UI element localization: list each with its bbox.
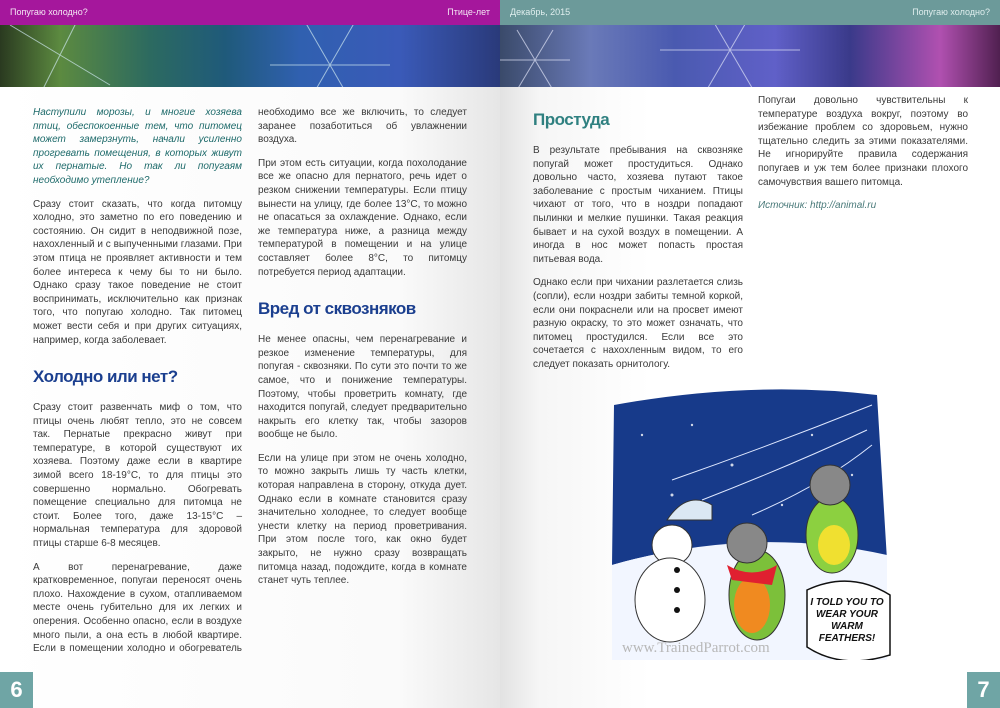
- section-heading: Вред от сквозняков: [258, 299, 416, 319]
- paragraph: Не менее опасны, чем перенагревание и резкое изменение температуры, для попугая - сквозняки. По сути это почти то же самое, что и понижение температуры. Поэтому, чтобы проветрить комнату, где находится попугай, следует предварительно накрыть его клетку так, чтобы зазоров вообще не было.: [258, 334, 467, 441]
- cartoon-illustration: [612, 385, 892, 660]
- page-number: 6: [0, 672, 33, 708]
- paragraph: При этом есть ситуации, когда похолодание все же опасно для пернатого, речь идет о резком снижении температуры. Если птицу вынести на улицу, где более 13°С, то можно не опасаться за охлаждение. Однако, если же температура ниже, а разница между температурой в помещении и на улице составляет более 8°С, то питомцу потребуется период адаптации.: [258, 157, 467, 278]
- snowflake-icon: [500, 25, 1000, 87]
- article-columns: [33, 106, 467, 666]
- source-citation: Источник: http://animal.ru: [758, 200, 877, 212]
- paragraph: Сразу стоит развенчать миф о том, что птицы очень любят тепло, это не совсем так. Пернатые прекрасно живут при температуре, в которой существуют их хозяева. Поэтому даже если в квартире зимой всего 18-19°С, то для птицы это совершенно нормально. Обогревать помещение специально для питомца не стоит. Более того, даже 13-15°С – нормальная температура для здоровой птицы старше 6-8 месяцев.: [33, 402, 242, 550]
- magazine-name: Птице-лет: [447, 7, 490, 17]
- right-page: [500, 0, 1000, 708]
- section-heading: Холодно или нет?: [33, 367, 178, 387]
- paragraph: Сразу стоит сказать, что когда питомцу холодно, это заметно по его поведению и состоянию. Он сидит в неподвижной позе, нахохленный и с выпученными глазами. При этом птица не проявляет активности и тем более интереса к чему бы то ни было. Однако сразу такое поведение не стоит воспринимать, исключительно как признак того, что попугаю холодно. Так питомец может вести себя и при других ситуациях, например, когда заболевает.: [33, 198, 242, 346]
- header-title: Попугаю холодно?: [10, 7, 88, 17]
- speech-bubble: I TOLD YOU TO WEAR YOUR WARM FEATHERS!: [810, 597, 884, 644]
- paragraph: Попугаи довольно чувствительны к температуре воздуха вокруг, поэтому во избежание проблем со здоровьем, нужно тщательно следить за этими показателями. Не игнорируйте правила содержания попугаев и уж тем более признаки плохого самочувствия вашего питомца.: [758, 95, 968, 188]
- column-1: [533, 108, 743, 382]
- intro-paragraph: Наступили морозы, и многие хозяева птиц, обеспокоенные тем, что питомец может замерзнуть, начали усиленно прогревать помещения, в которых живут их пернатые. Но так ли попугаям необходимо утепление?: [33, 107, 242, 186]
- watermark: www.TrainedParrot.com: [622, 640, 770, 656]
- snowflake-banner: [500, 25, 1000, 87]
- snowflake-icon: [0, 25, 500, 87]
- paragraph: А вот перенагревание, даже кратковременное, попугаи переносят очень плохо. Нахождение в сухом, отапливаемом месте очень губительно для их легких и оперения. Особенно опасно, если в воздухе много пыли, а она есть в любой квартире. Если в помещении холодно и обогреватель необходимо все же включить, то следует заранее позаботиться об увлажнении воздуха.: [33, 107, 467, 655]
- paragraph: Если на улице при этом не очень холодно, то можно закрыть лишь ту часть клетки, которая направлена в сторону, откуда дует. Однако если в комнате становится сразу значительно холоднее, то следует вообще унести клетку на период проветривания. При этом после того, как окно будет закрыто, не нужно сразу возвращать питомца назад, подождите, когда в комнате станет чуть теплее.: [258, 452, 467, 587]
- paragraph: В результате пребывания на сквозняке попугай может простудиться. Однако довольно часто, хозяева путают такое заболевание с простым чиханием. Птицы чихают от того, что в ноздри попадают пылинки и мелкие пушинки. Такая реакция бывает и на сухой воздух в помещении. А иногда в нос может попасть простая питьевая вода.: [533, 145, 743, 265]
- section-heading: Простуда: [533, 110, 610, 129]
- header-bar: [500, 0, 1000, 25]
- header-bar: [0, 0, 500, 25]
- issue-date: Декабрь, 2015: [510, 7, 571, 17]
- paragraph: Однако если при чихании разлетается слизь (сопли), если ноздри забиты темной коркой, если они покраснели или на просвет имеют разную окраску, то это может означать, что питомец простудился. Если все это сочетается с нахохленным видом, то его следует показать орнитологу.: [533, 277, 743, 370]
- header-title: Попугаю холодно?: [912, 7, 990, 17]
- page-number: 7: [967, 672, 1000, 708]
- snowflake-banner: [0, 25, 500, 87]
- column-2: [758, 94, 968, 223]
